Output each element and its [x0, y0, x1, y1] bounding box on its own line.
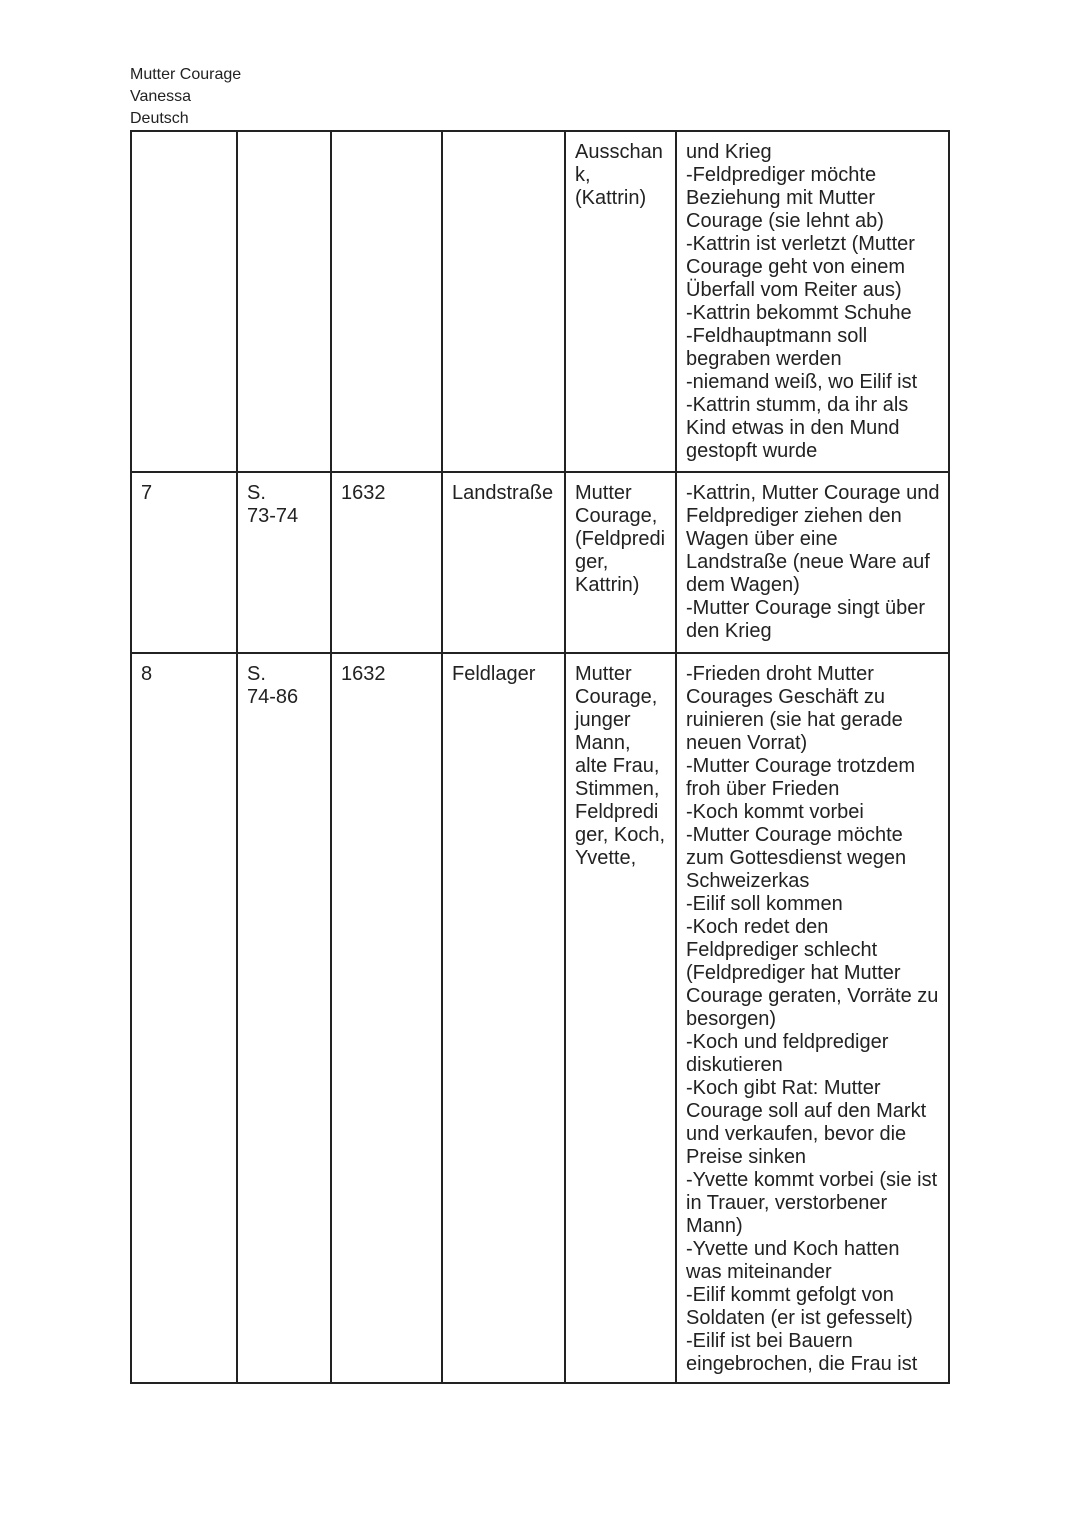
scene-table	[130, 130, 950, 1384]
cell-place	[442, 131, 565, 472]
table-row	[131, 131, 949, 472]
cell-year: 1632	[331, 653, 442, 1383]
document-author: Vanessa	[130, 88, 192, 105]
table-row	[131, 653, 949, 1383]
cell-scene: 8	[131, 653, 237, 1383]
cell-scene: 7	[131, 472, 237, 653]
cell-pages	[237, 131, 331, 472]
cell-content: -Frieden droht Mutter Courages Geschäft zu ruinieren (sie hat gerade neuen Vorrat) -Mutter Courage trotzdem froh über Frieden -Koch kommt vorbei -Mutter Courage möchte zum Gottesdienst wegen Schweizerkas -Eilif soll kommen -Koch redet den Feldprediger schlecht (Feldprediger hat Mutter Courage geraten, Vorräte zu besorgen) -Koch und feldprediger diskutieren -Koch gibt Rat: Mutter Courage soll auf den Markt und verkaufen, bevor die Preise sinken -Yvette kommt vorbei (sie ist in Trauer, verstorbener Mann) -Yvette und Koch hatten was miteinander -Eilif kommt gefolgt von Soldaten (er ist gefesselt) -Eilif ist bei Bauern eingebrochen, die Frau ist	[676, 653, 949, 1383]
cell-persons: Mutter Courage, (Feldpredi ger, Kattrin)	[565, 472, 676, 653]
cell-pages: S. 74-86	[237, 653, 331, 1383]
cell-place: Landstraße	[442, 472, 565, 653]
cell-place: Feldlager	[442, 653, 565, 1383]
document-header	[130, 64, 241, 130]
cell-year: 1632	[331, 472, 442, 653]
cell-content: und Krieg -Feldprediger möchte Beziehung mit Mutter Courage (sie lehnt ab) -Kattrin ist verletzt (Mutter Courage geht von einem Überfall vom Reiter aus) -Kattrin bekommt Schuhe -Feldhauptmann soll begraben werden -niemand weiß, wo Eilif ist -Kattrin stumm, da ihr als Kind etwas in den Mund gestopft wurde	[676, 131, 949, 472]
cell-persons: Ausschan k, (Kattrin)	[565, 131, 676, 472]
cell-content: -Kattrin, Mutter Courage und Feldprediger ziehen den Wagen über eine Landstraße (neue Ware auf dem Wagen) -Mutter Courage singt über den Krieg	[676, 472, 949, 653]
document-subject: Deutsch	[130, 110, 189, 127]
document-title: Mutter Courage	[130, 66, 242, 83]
cell-scene	[131, 131, 237, 472]
cell-pages: S. 73-74	[237, 472, 331, 653]
table-row	[131, 472, 949, 653]
cell-year	[331, 131, 442, 472]
cell-persons: Mutter Courage, junger Mann, alte Frau, Stimmen, Feldpredi ger, Koch, Yvette,	[565, 653, 676, 1383]
